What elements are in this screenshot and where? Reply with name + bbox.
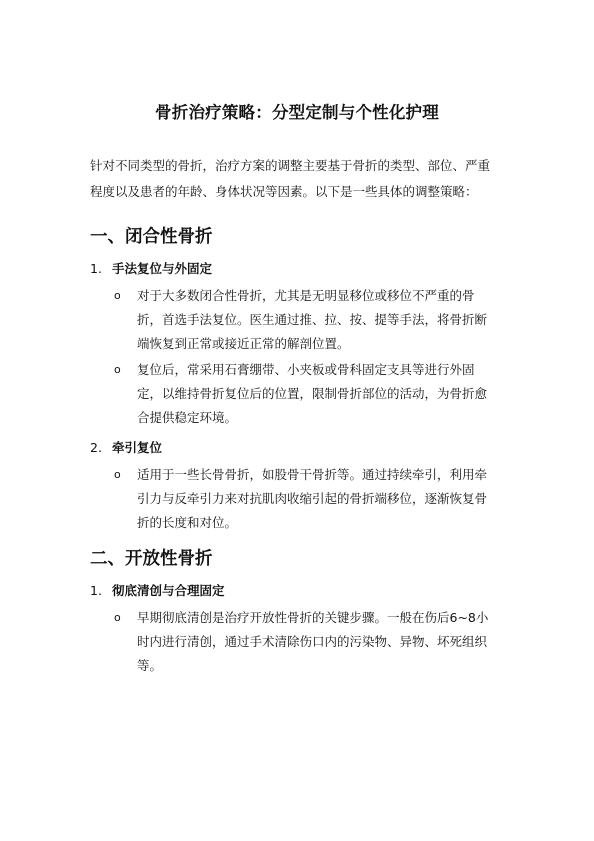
section-heading-open-fracture: 二、开放性骨折 xyxy=(90,549,213,569)
item-number: 1. xyxy=(90,261,102,276)
list-item-manual-reduction xyxy=(90,257,504,430)
bullet-circle-icon: o xyxy=(114,289,121,302)
item-title: 牵引复位 xyxy=(112,440,163,455)
bullet-circle-icon: o xyxy=(114,468,121,481)
bullet-item xyxy=(90,463,504,535)
bullet-item xyxy=(90,284,504,356)
section-open-fracture-list xyxy=(90,579,504,678)
bullet-text: 对于大多数闭合性骨折，尤其是无明显移位或移位不严重的骨折，首选手法复位。医生通过推、拉、按、提等手法，将骨折断端恢复到正常或接近正常的解剖位置。 xyxy=(137,288,488,351)
intro-paragraph: 针对不同类型的骨折，治疗方案的调整主要基于骨折的类型、部位、严重程度以及患者的年龄、身体状况等因素。以下是一些具体的调整策略： xyxy=(90,158,491,199)
bullet-text: 适用于一些长骨骨折，如股骨干骨折等。通过持续牵引，利用牵引力与反牵引力来对抗肌肉收缩引起的骨折端移位，逐渐恢复骨折的长度和对位。 xyxy=(137,467,488,530)
list-item-traction-reduction xyxy=(90,436,504,535)
bullet-circle-icon: o xyxy=(114,363,121,376)
item-title: 彻底清创与合理固定 xyxy=(112,583,225,598)
bullet-item xyxy=(90,606,504,678)
item-number: 2. xyxy=(90,440,102,455)
bullet-circle-icon: o xyxy=(114,611,121,624)
section-closed-fracture-list xyxy=(90,257,504,535)
document-title: 骨折治疗策略：分型定制与个性化护理 xyxy=(155,103,439,122)
bullet-item xyxy=(90,358,504,430)
bullet-text: 复位后，常采用石膏绷带、小夹板或骨科固定支具等进行外固定，以维持骨折复位后的位置，限制骨折部位的活动，为骨折愈合提供稳定环境。 xyxy=(137,362,488,425)
item-number: 1. xyxy=(90,583,102,598)
list-item-debridement-fixation xyxy=(90,579,504,678)
section-heading-closed-fracture: 一、闭合性骨折 xyxy=(90,227,213,247)
item-title: 手法复位与外固定 xyxy=(112,261,213,276)
bullet-text: 早期彻底清创是治疗开放性骨折的关键步骤。一般在伤后6~8小时内进行清创，通过手术清除伤口内的污染物、异物、坏死组织等。 xyxy=(137,610,489,673)
